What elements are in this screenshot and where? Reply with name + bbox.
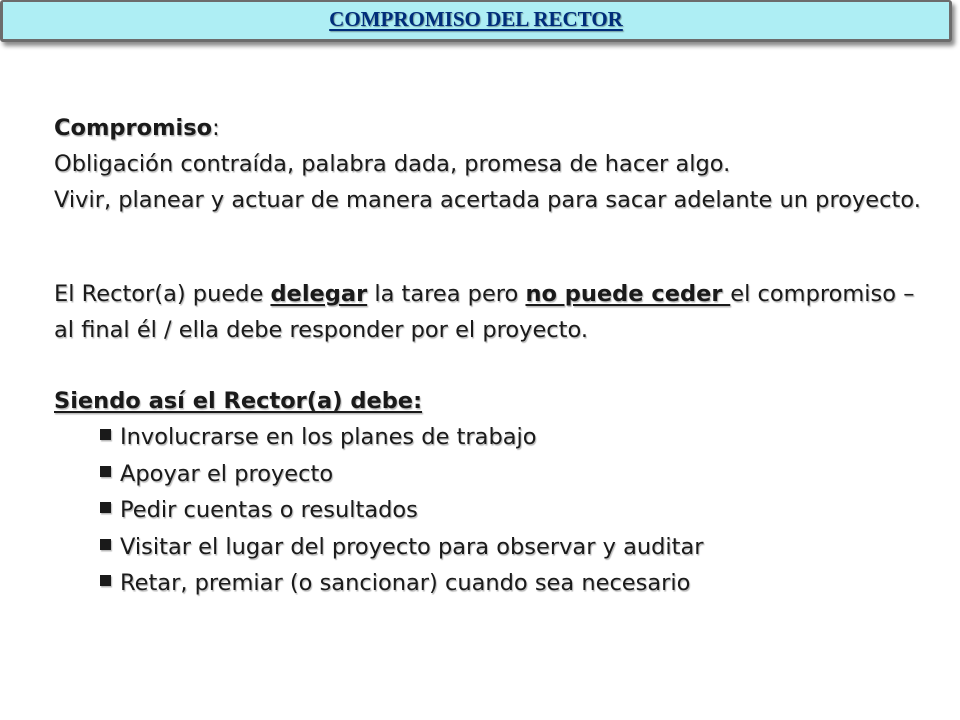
definition-colon: :: [212, 115, 220, 141]
list-item: [100, 419, 934, 456]
slide-body: [54, 110, 934, 602]
title-bar: [0, 0, 952, 42]
definition-term: Compromiso: [54, 115, 213, 141]
definition-line-2: Vivir, planear y actuar de manera acertada para sacar adelante un proyecto.: [54, 187, 921, 213]
definition-heading: [54, 110, 934, 146]
list-item: [100, 565, 934, 602]
definition-line-1: Obligación contraída, palabra dada, promesa de hacer algo.: [54, 151, 731, 177]
square-bullet-icon: [100, 466, 111, 477]
list-item-text: Pedir cuentas o resultados: [120, 497, 418, 523]
statement-paragraph: [54, 276, 934, 348]
slide-title: COMPROMISO DEL RECTOR: [329, 7, 623, 31]
statement-part-1: El Rector(a) puede: [54, 281, 271, 307]
list-item: [100, 529, 934, 566]
duties-list: [54, 419, 934, 602]
list-item-text: Visitar el lugar del proyecto para observar y auditar: [120, 533, 704, 560]
statement-part-2: la tarea pero: [367, 281, 526, 307]
list-item-text: Involucrarse en los planes de trabajo: [120, 424, 537, 450]
square-bullet-icon: [100, 539, 111, 550]
list-item: [100, 492, 934, 529]
square-bullet-icon: [100, 429, 111, 440]
list-item-text: Apoyar el proyecto: [120, 460, 334, 487]
statement-part-3: el compromiso – al final él / ella debe responder por el proyecto.: [54, 281, 915, 343]
no-ceder-emphasis: no puede ceder: [525, 281, 731, 307]
list-item: [100, 456, 934, 493]
list-item-text: Retar, premiar (o sancionar) cuando sea necesario: [120, 570, 691, 596]
square-bullet-icon: [100, 502, 111, 513]
list-heading: Siendo así el Rector(a) debe:: [54, 388, 423, 414]
delegar-emphasis: delegar: [270, 281, 368, 307]
square-bullet-icon: [100, 575, 111, 586]
